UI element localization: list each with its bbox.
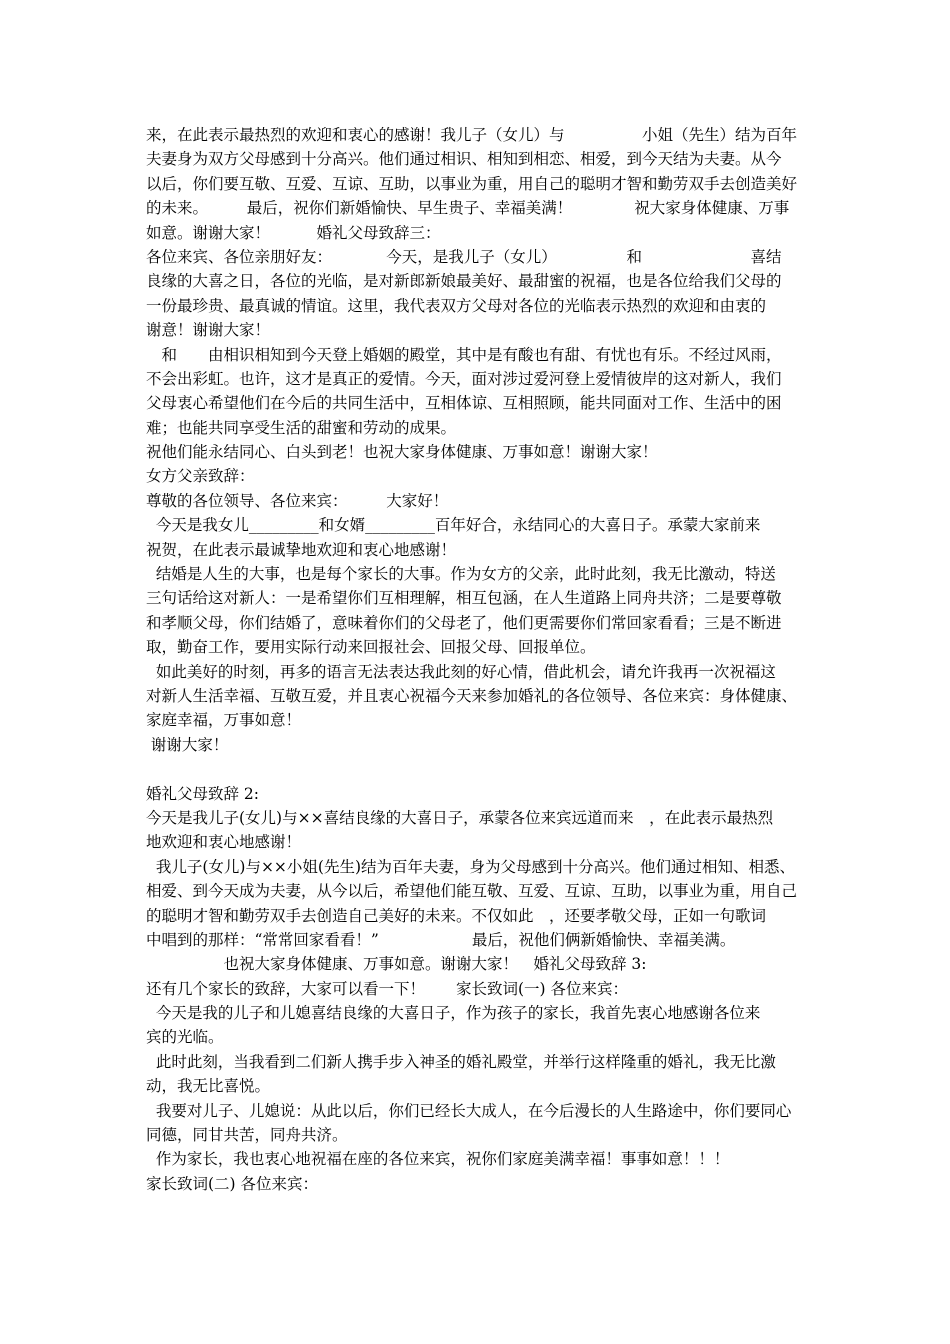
text-line: 此时此刻，当我看到二们新人携手步入神圣的婚礼殿堂，并举行这样隆重的婚礼，我无比激 xyxy=(146,1052,776,1071)
text-line: 中唱到的那样：“常常回家看看！” 最后，祝他们俩新婚愉快、幸福美满。 xyxy=(146,930,736,949)
text-line: 同德，同甘共苦，同舟共济。 xyxy=(146,1126,348,1145)
text-line: 夫妻身为双方父母感到十分高兴。他们通过相识、相知到相恋、相爱，到今天结为夫妻。从今 xyxy=(146,150,782,169)
text-line: 来，在此表示最热烈的欢迎和衷心的感谢！我儿子（女儿）与 小姐（先生）结为百年 xyxy=(146,126,798,144)
text-line: 我儿子(女儿)与××小姐(先生)结为百年夫妻，身为父母感到十分高兴。他们通过相知、相悉、 xyxy=(146,857,796,876)
text-line: 如意。谢谢大家！ 婚礼父母致辞三： xyxy=(146,223,441,242)
text-line: 谢意！谢谢大家！ xyxy=(146,321,271,340)
text-line: 相爱、到今天成为夫妻，从今以后，希望他们能互敬、互爱、互谅、互助，以事业为重，用自己 xyxy=(146,882,798,901)
text-line: 地欢迎和衷心地感谢！ xyxy=(146,833,302,852)
text-line: 今天是我的儿子和儿媳喜结良缘的大喜日子，作为孩子的家长，我首先衷心地感谢各位来 xyxy=(146,1004,761,1023)
text-line: 动，我无比喜悦。 xyxy=(146,1077,271,1096)
text-line: 谢谢大家！ xyxy=(146,735,229,754)
text-line: 女方父亲致辞： xyxy=(146,467,255,486)
text-line: 作为家长，我也衷心地祝福在座的各位来宾，祝你们家庭美满幸福！事事如意！！！ xyxy=(146,1150,730,1169)
text-line: 和孝顺父母，你们结婚了，意味着你们的父母老了，他们更需要你们常回家看看；三是不断进 xyxy=(146,613,782,632)
text-line: 各位来宾、各位亲朋好友： 今天，是我儿子（女儿） 和 喜结 xyxy=(146,247,782,266)
text-line: 良缘的大喜之日，各位的光临，是对新郎新娘最美好、最甜蜜的祝福，也是各位给我们父母的 xyxy=(146,272,782,291)
text-line: 结婚是人生的大事，也是每个家长的大事。作为女方的父亲，此时此刻，我无比激动，特送 xyxy=(146,565,776,584)
text-line: 和 由相识相知到今天登上婚姻的殿堂，其中是有酸也有甜、有忧也有乐。不经过风雨， xyxy=(146,345,782,364)
document-body xyxy=(146,123,816,1196)
text-line: 祝他们能永结同心、白头到老！也祝大家身体健康、万事如意！谢谢大家！ xyxy=(146,443,658,462)
text-line: 的未来。 最后，祝你们新婚愉快、早生贵子、幸福美满！ 祝大家身体健康、万事 xyxy=(146,199,790,218)
text-line: 三句话给这对新人：一是希望你们互相理解，相互包涵，在人生道路上同舟共济；二是要尊敬 xyxy=(146,589,782,608)
text-line: 一份最珍贵、最真诚的情谊。这里，我代表双方父母对各位的光临表示热烈的欢迎和由衷的 xyxy=(146,296,767,315)
text-line: 的聪明才智和勤劳双手去创造自己美好的未来。不仅如此 ，还要孝敬父母，正如一句歌词 xyxy=(146,906,767,925)
text-line: 对新人生活幸福、互敬互爱，并且衷心祝福今天来参加婚礼的各位领导、各位来宾：身体健康、 xyxy=(146,686,798,705)
text-line: 不会出彩虹。也许，这才是真正的爱情。今天，面对涉过爱河登上爱情彼岸的这对新人，我们 xyxy=(146,369,782,388)
text-line: 婚礼父母致辞 2: xyxy=(146,784,260,803)
text-line: 今天是我女儿_________和女婿_________百年好合，永结同心的大喜日子。承蒙大家前来 xyxy=(146,516,761,535)
text-line: 家长致词(二) 各位来宾： xyxy=(146,1174,319,1193)
text-line: 我要对儿子、儿媳说：从此以后，你们已经长大成人，在今后漫长的人生路途中，你们要同心 xyxy=(146,1101,792,1120)
text-line: 也祝大家身体健康、万事如意。谢谢大家！ 婚礼父母致辞 3: xyxy=(146,955,647,974)
text-line: 宾的光临。 xyxy=(146,1028,224,1047)
text-line: 今天是我儿子(女儿)与××喜结良缘的大喜日子，承蒙各位来宾远道而来 ，在此表示最热烈 xyxy=(146,808,774,827)
text-line: 如此美好的时刻，再多的语言无法表达我此刻的好心情，借此机会，请允许我再一次祝福这 xyxy=(146,662,776,681)
text-line: 还有几个家长的致辞，大家可以看一下！ 家长致词(一) 各位来宾： xyxy=(146,979,629,998)
text-line: 祝贺，在此表示最诚挚地欢迎和衷心地感谢！ xyxy=(146,540,457,559)
text-line: 难；也能共同享受生活的甜蜜和劳动的成果。 xyxy=(146,418,457,437)
text-line: 取，勤奋工作，要用实际行动来回报社会、回报父母、回报单位。 xyxy=(146,638,596,657)
text-line: 以后，你们要互敬、互爱、互谅、互助，以事业为重，用自己的聪明才智和勤劳双手去创造美好 xyxy=(146,174,798,193)
text-line: 尊敬的各位领导、各位来宾： 大家好！ xyxy=(146,491,449,510)
text-line: 家庭幸福，万事如意！ xyxy=(146,711,302,730)
text-line: 父母衷心希望他们在今后的共同生活中，互相体谅、互相照顾，能共同面对工作、生活中的困 xyxy=(146,394,782,413)
blank-line xyxy=(146,757,816,781)
